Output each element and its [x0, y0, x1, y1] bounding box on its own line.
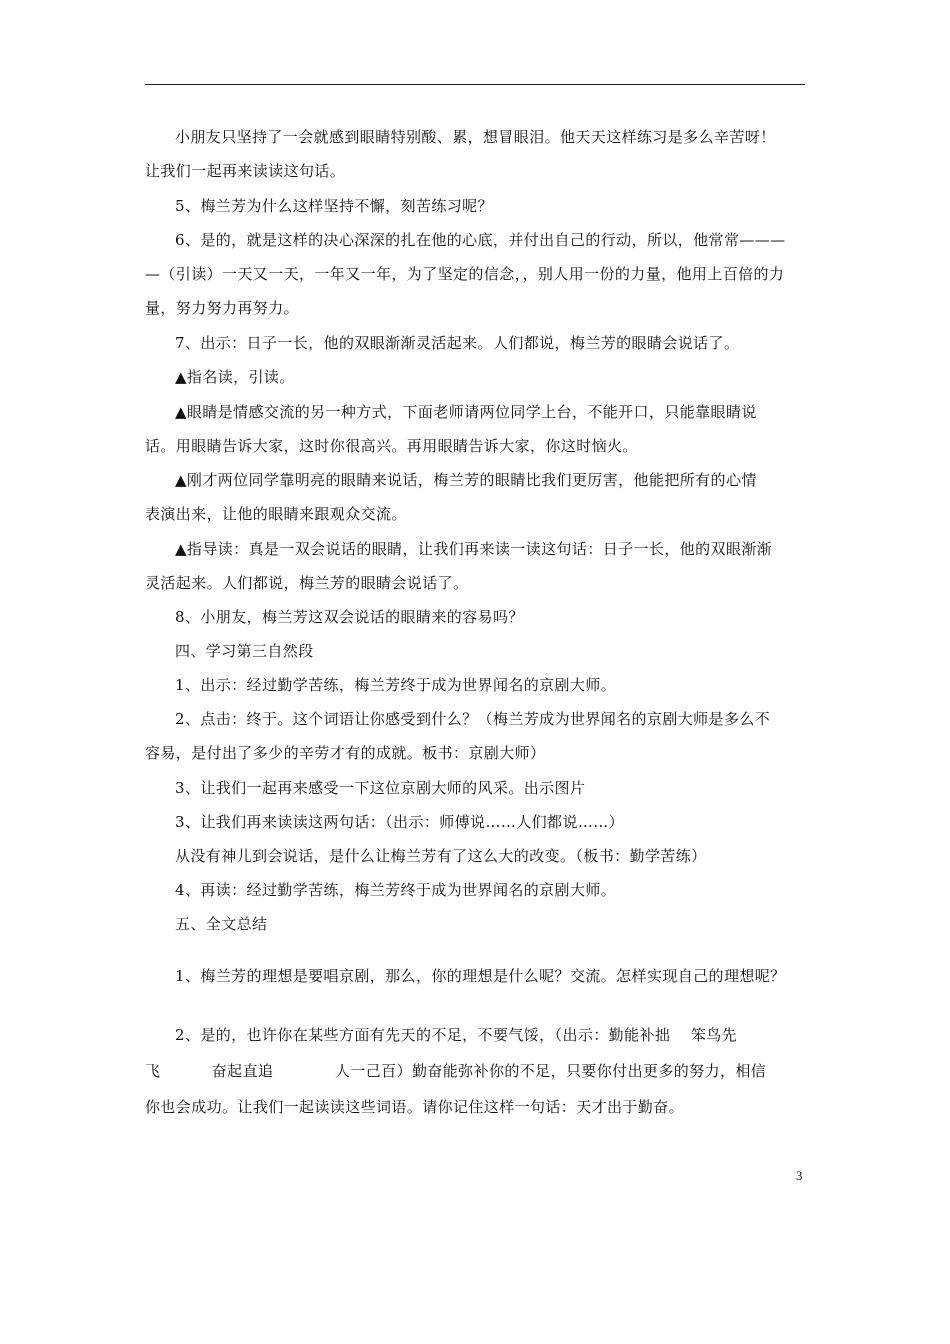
- paragraph-line: 飞 奋起直追 人一己百）勤奋能弥补你的不足，只要你付出更多的努力，相信: [145, 1062, 767, 1080]
- paragraph: [145, 395, 825, 463]
- paragraph: [145, 839, 825, 873]
- paragraph-line: 1、出示：经过勤学苦练，梅兰芳终于成为世界闻名的京剧大师。: [175, 676, 617, 694]
- paragraph-line: 话。用眼睛告诉大家，这时你很高兴。再用眼睛告诉大家，你这时恼火。: [145, 437, 638, 455]
- paragraph-line: 灵活起来。人们都说，梅兰芳的眼睛会说话了。: [145, 574, 469, 592]
- section-heading: [145, 634, 825, 668]
- paragraph: [145, 326, 825, 360]
- paragraph: [145, 1017, 825, 1125]
- paragraph-line: 8、小朋友，梅兰芳这双会说话的眼睛来的容易吗？: [175, 608, 524, 626]
- paragraph-line: 让我们一起再来读读这句话。: [145, 162, 346, 180]
- paragraph-line: ▲指导读：真是一双会说话的眼睛，让我们再来读一读这句话：日子一长，他的双眼渐渐: [175, 540, 773, 558]
- paragraph-line: 你也会成功。让我们一起读读这些词语。请你记住这样一句话：天才出于勤奋。: [145, 1098, 685, 1116]
- paragraph-line: 3、让我们一起再来感受一下这位京剧大师的风采。出示图片: [175, 779, 586, 797]
- paragraph-line: 3、让我们再来读读这两句话：（出示：师傅说……人们都说……）: [175, 813, 625, 831]
- paragraph: [145, 532, 825, 600]
- header-rule: [145, 84, 805, 85]
- paragraph: [145, 668, 825, 702]
- paragraph-line: 1、梅兰芳的理想是要唱京剧，那么，你的理想是什么呢？交流。怎样实现自己的理想呢？: [175, 967, 786, 985]
- paragraph-line: 7、出示：日子一长，他的双眼渐渐灵活起来。人们都说，梅兰芳的眼睛会说话了。: [175, 334, 740, 352]
- paragraph: [145, 702, 825, 770]
- section-heading-text: 五、全文总结: [175, 915, 268, 933]
- paragraph: [145, 771, 825, 805]
- paragraph: [145, 223, 825, 325]
- paragraph: [145, 600, 825, 634]
- paragraph-line: 4、再读：经过勤学苦练，梅兰芳终于成为世界闻名的京剧大师。: [175, 881, 617, 899]
- paragraph-line: 小朋友只坚持了一会就感到眼睛特别酸、累，想冒眼泪。他天天这样练习是多么辛苦呀！: [175, 128, 776, 146]
- paragraph-line: 量，努力努力再努力。: [145, 299, 300, 317]
- section-heading-text: 四、学习第三自然段: [175, 642, 314, 660]
- paragraph-line: 2、点击：终于。这个词语让你感受到什么？（梅兰芳成为世界闻名的京剧大师是多么不: [175, 710, 771, 728]
- paragraph-line: 表演出来，让他的眼睛来跟观众交流。: [145, 505, 407, 523]
- paragraph: [145, 959, 825, 993]
- paragraph-line: 从没有神儿到会说话，是什么让梅兰芳有了这么大的改变。（板书：勤学苦练）: [175, 847, 707, 865]
- paragraph: [145, 360, 825, 394]
- section-heading: [145, 907, 825, 941]
- page-number: 3: [796, 1168, 803, 1183]
- paragraph-line: ▲指名读，引读。: [175, 368, 295, 386]
- paragraph-line: ▲眼睛是情感交流的另一种方式，下面老师请两位同学上台，不能开口，只能靠眼睛说: [175, 403, 757, 421]
- paragraph-line: 2、是的，也许你在某些方面有先天的不足，不要气馁，（出示：勤能补拙 笨鸟先: [175, 1026, 738, 1044]
- paragraph: [145, 873, 825, 907]
- paragraph-line: ▲刚才两位同学靠明亮的眼睛来说话，梅兰芳的眼睛比我们更厉害，他能把所有的心情: [175, 471, 757, 489]
- paragraph: [145, 189, 825, 223]
- paragraph-line: —（引读）一天又一天，一年又一年，为了坚定的信念，，别人用一份的力量，他用上百倍的力: [145, 265, 785, 283]
- paragraph-line: 6、是的，就是这样的决心深深的扎在他的心底，并付出自己的行动，所以，他常常———: [175, 231, 786, 249]
- paragraph-line: 容易，是付出了多少的辛劳才有的成就。板书：京剧大师）: [145, 744, 546, 762]
- paragraph-line: 5、梅兰芳为什么这样坚持不懈，刻苦练习呢？: [175, 197, 493, 215]
- paragraph: [145, 463, 825, 531]
- paragraph: [145, 120, 825, 188]
- paragraph: [145, 805, 825, 839]
